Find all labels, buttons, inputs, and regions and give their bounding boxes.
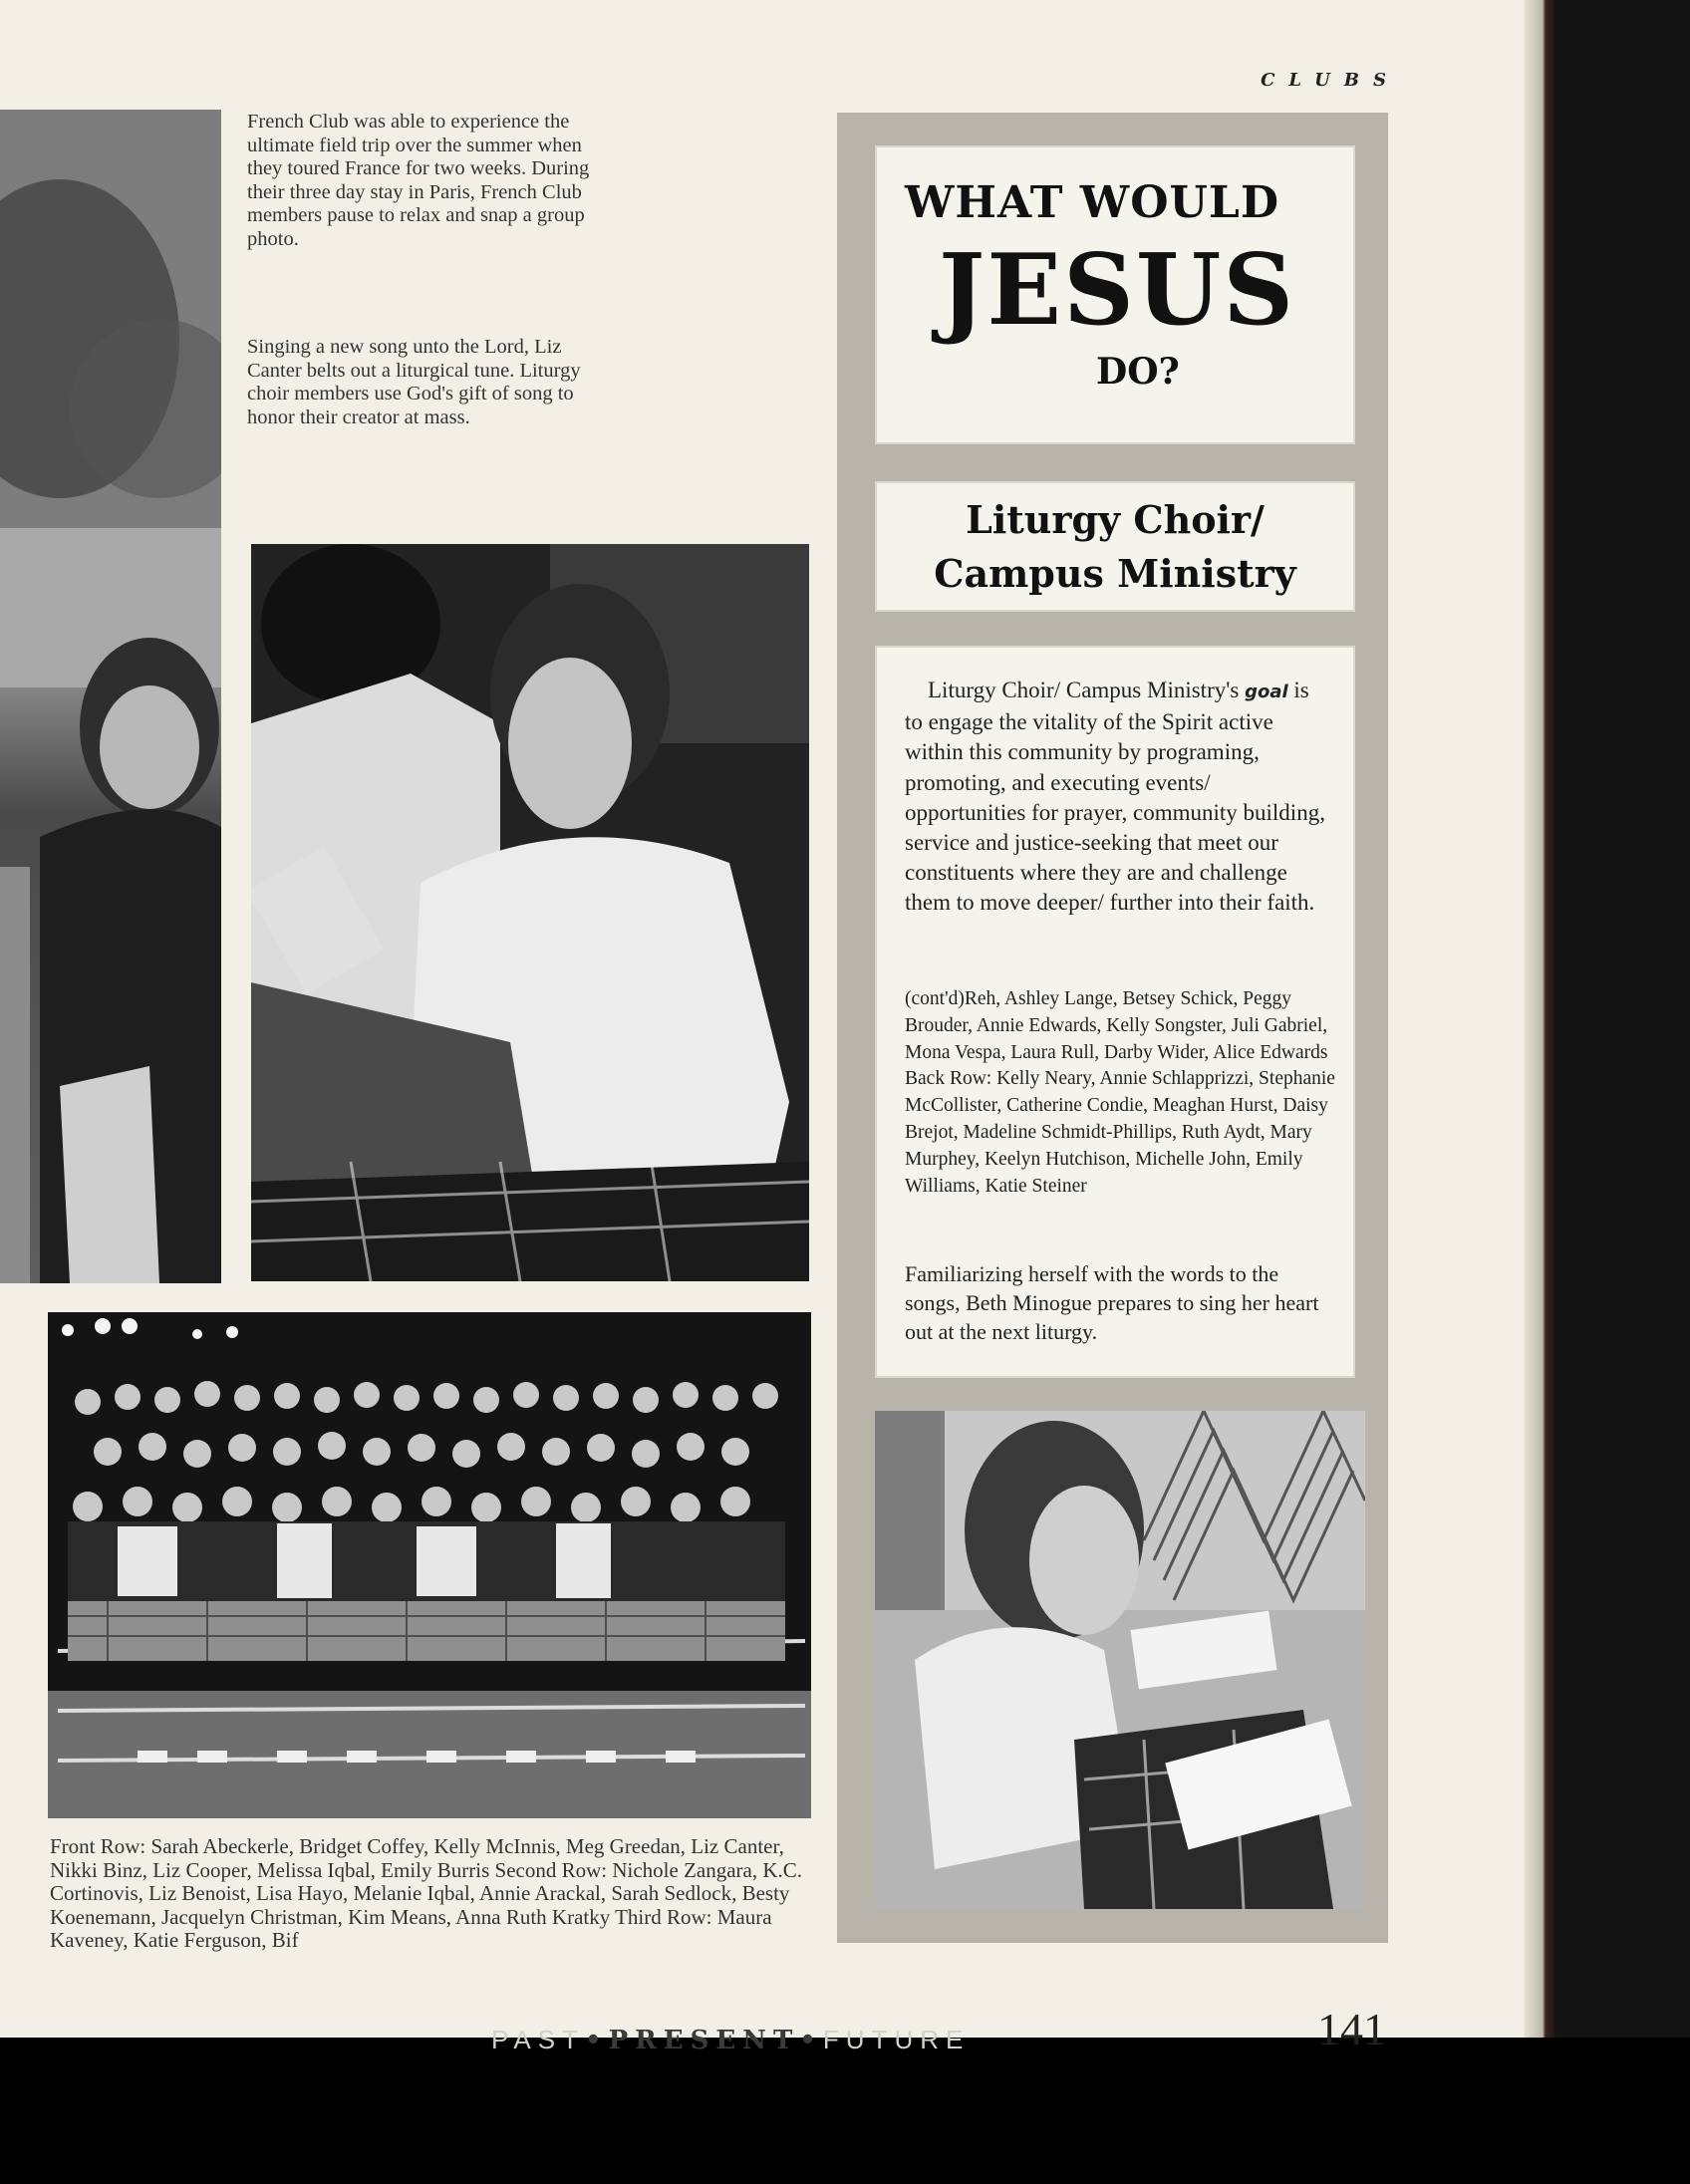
french-club-photo [0,110,221,1283]
club-title-line-1: Liturgy Choir/ [966,497,1265,542]
club-title [875,493,1355,601]
goal-word: goal [1245,682,1288,702]
french-club-caption: French Club was able to experience the ultimate field trip over the summer when they toured France for two weeks. During their three day stay in Paris, French Club members pause to relax and snap a group photo. [247,111,590,250]
page-edge [1525,0,1554,2038]
liz-canter-caption: Singing a new song unto the Lord, Liz Canter belts out a liturgical tune. Liturgy choir members use God's gift of song to honor their creator at mass. [247,336,581,428]
scan-background-bottom [0,2038,1690,2184]
wwjd-line-1: WHAT WOULD [905,177,1279,228]
continued-names: (cont'd)Reh, Ashley Lange, Betsey Schick, Peggy Brouder, Annie Edwards, Kelly Songster, Juli Gabriel, Mona Vespa, Laura Rull, Darby Wider, Alice Edwards Back Row: Kelly Neary, Annie Schlapprizzi, Stephanie McCollister, Catherine Condie, Meaghan Hurst, Daisy Brejot, Madeline Schmidt-Phillips, Ruth Aydt, Mary Murphey, Keelyn Hutchison, Michelle John, Emily Williams, Katie Steiner [905,988,1335,1197]
beth-minogue-photo [875,1411,1365,1909]
scan-background-right [1554,0,1690,2038]
section-label: CLUBS [1261,70,1400,91]
wwjd-line-3: DO? [1096,351,1180,393]
club-title-line-2: Campus Ministry [934,551,1296,596]
footer-past-present-future [491,2025,970,2055]
liturgy-choir-group-photo [48,1312,811,1818]
wwjd-line-2: JESUS [939,233,1296,348]
footer-future: FUTURE [822,2025,971,2054]
footer-dot-2: • [799,2026,823,2055]
footer-present: PRESENT [608,2026,800,2055]
liz-canter-photo [251,544,809,1281]
description-rest: is to engage the vitality of the Spirit active within this community by programing, promoting, and executing events/ opportunities for prayer, community building, service and justice-seeking that meet our constituents where they are and challenge them to move deeper/ further into their faith. [905,678,1325,916]
club-description [905,676,1331,919]
group-photo-caption: Front Row: Sarah Abeckerle, Bridget Coffey, Kelly McInnis, Meg Greedan, Liz Canter, Nikki Binz, Liz Cooper, Melissa Iqbal, Emily Burris Second Row: Nichole Zangara, K.C. Cortinovis, Liz Benoist, Lisa Hayo, Melanie Iqbal, Annie Arackal, Sarah Sedlock, Besty Koenemann, Jacquelyn Christman, Kim Means, Anna Ruth Kratky Third Row: Maura Kaveney, Katie Ferguson, Bif [50,1834,803,1953]
footer-dot-1: • [584,2026,609,2055]
beth-minogue-caption: Familiarizing herself with the words to the songs, Beth Minogue prepares to sing her heart out at the next liturgy. [905,1261,1319,1344]
page-number: 141 [1317,2004,1386,2054]
footer-past: PAST [491,2025,585,2054]
description-intro: Liturgy Choir/ Campus Ministry's [928,678,1240,702]
